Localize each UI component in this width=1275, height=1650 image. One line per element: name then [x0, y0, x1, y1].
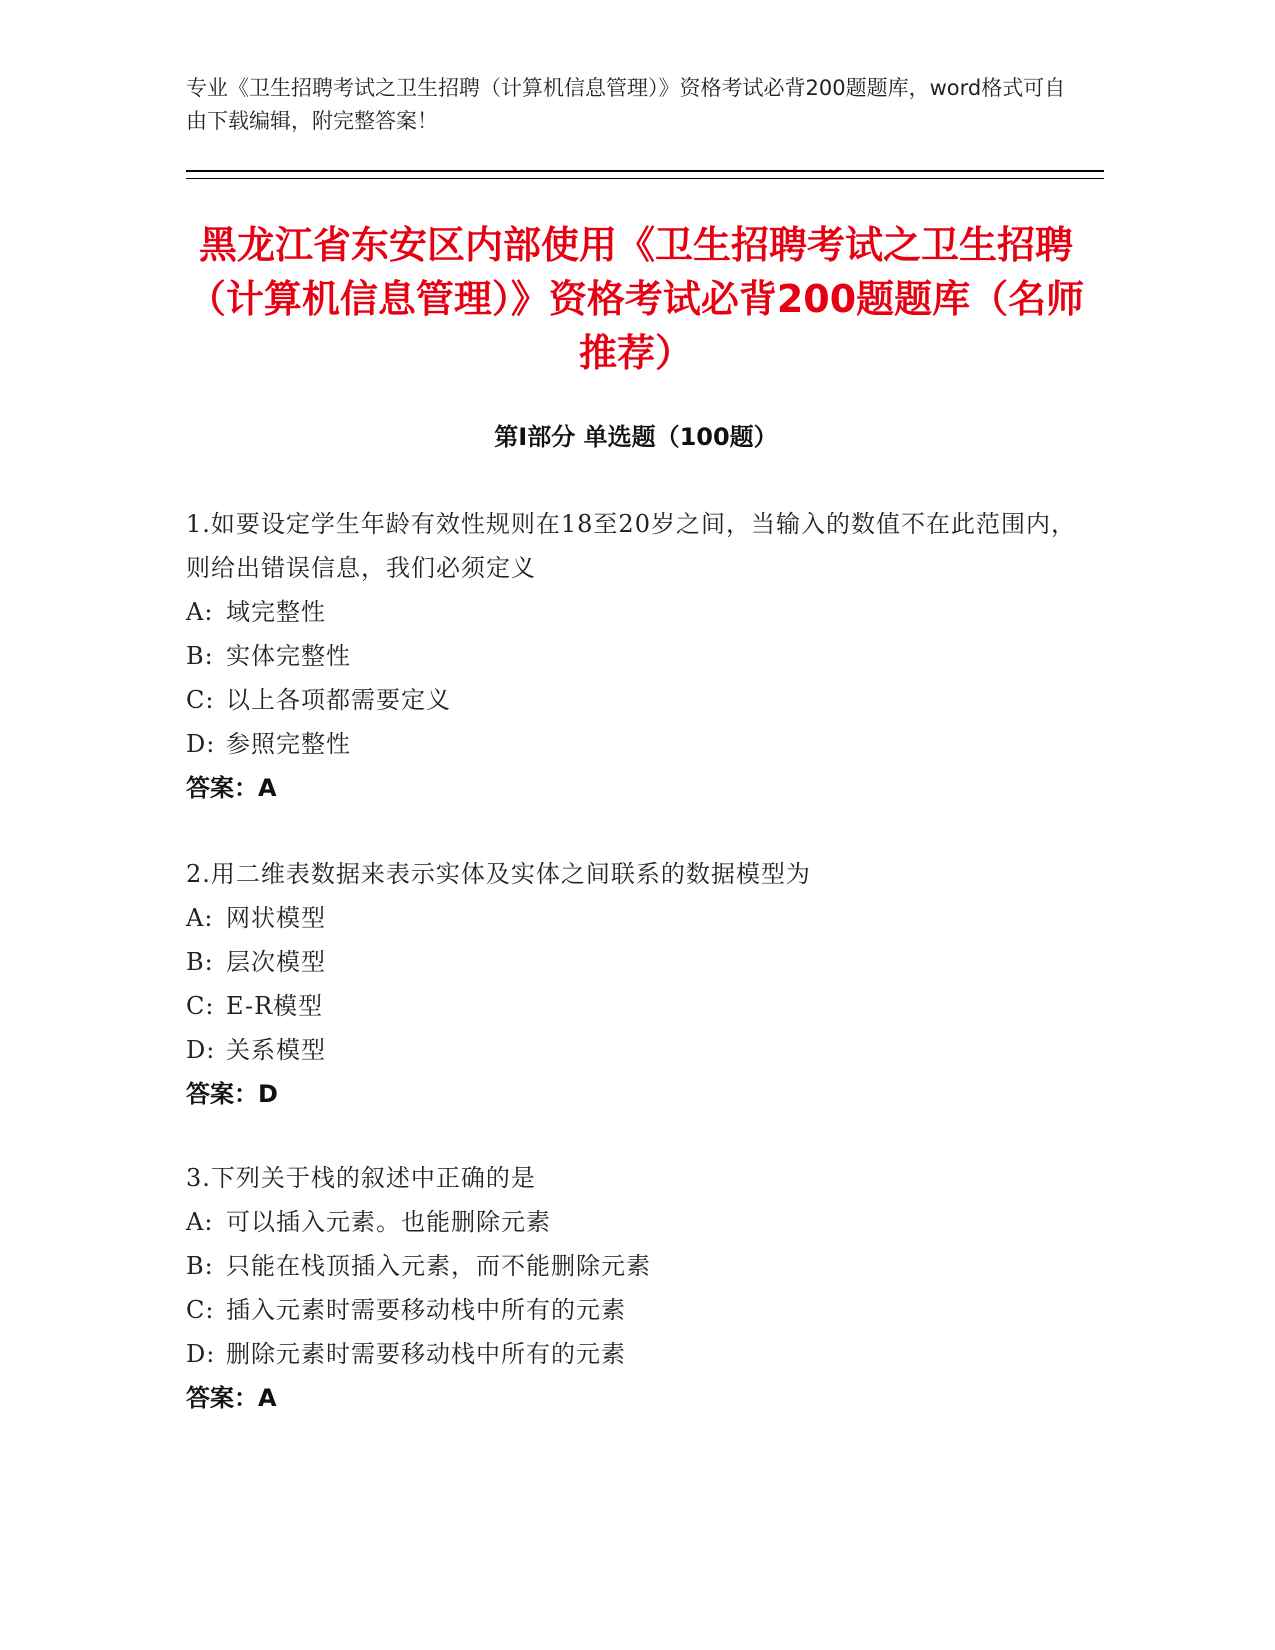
- option-a: [186, 590, 1086, 634]
- option-text: 参照完整性: [226, 730, 351, 758]
- question-stem: 2.用二维表数据来表示实体及实体之间联系的数据模型为: [186, 860, 811, 888]
- option-text: 域完整性: [226, 598, 326, 626]
- option-letter: D:: [186, 1340, 216, 1368]
- option-d: [186, 1332, 1086, 1376]
- option-text: 插入元素时需要移动栈中所有的元素: [226, 1296, 626, 1324]
- option-text: 网状模型: [226, 904, 326, 932]
- option-b: [186, 1244, 1086, 1288]
- option-a: [186, 896, 1086, 940]
- option-text: 实体完整性: [226, 642, 351, 670]
- option-c: [186, 984, 1086, 1028]
- answer: 答案：A: [186, 1384, 277, 1412]
- option-letter: D:: [186, 730, 216, 758]
- option-letter: D:: [186, 1036, 216, 1064]
- option-text: 只能在栈顶插入元素，而不能删除元素: [226, 1252, 651, 1280]
- option-a: [186, 1200, 1086, 1244]
- option-text: 删除元素时需要移动栈中所有的元素: [226, 1340, 626, 1368]
- option-letter: C:: [186, 686, 215, 714]
- answer: 答案：A: [186, 774, 277, 802]
- option-d: [186, 1028, 1086, 1072]
- section-title: 第I部分 单选题（100题）: [494, 423, 778, 451]
- option-c: [186, 678, 1086, 722]
- option-letter: B:: [186, 1252, 214, 1280]
- option-text: 关系模型: [226, 1036, 326, 1064]
- option-text: E-R模型: [226, 992, 324, 1020]
- question-1: [186, 502, 1086, 810]
- option-text: 层次模型: [226, 948, 326, 976]
- option-letter: B:: [186, 642, 214, 670]
- question-stem: 3.下列关于栈的叙述中正确的是: [186, 1164, 536, 1192]
- option-d: [186, 722, 1086, 766]
- option-letter: C:: [186, 992, 215, 1020]
- header-rule-thick: [186, 170, 1104, 172]
- option-letter: A:: [186, 598, 214, 626]
- header-note: 专业《卫生招聘考试之卫生招聘（计算机信息管理）》资格考试必背200题题库，word格式可自由下载编辑，附完整答案！: [186, 76, 1066, 133]
- option-letter: A:: [186, 904, 214, 932]
- option-b: [186, 940, 1086, 984]
- question-2: [186, 852, 1086, 1116]
- option-letter: A:: [186, 1208, 214, 1236]
- question-stem: 1.如要设定学生年龄有效性规则在18至20岁之间，当输入的数值不在此范围内，则给出错误信息，我们必须定义: [186, 510, 1076, 582]
- answer: 答案：D: [186, 1080, 278, 1108]
- document-title: 黑龙江省东安区内部使用《卫生招聘考试之卫生招聘（计算机信息管理）》资格考试必背200题题库（名师推荐）: [187, 223, 1085, 375]
- option-letter: C:: [186, 1296, 215, 1324]
- option-text: 可以插入元素。也能删除元素: [226, 1208, 551, 1236]
- option-b: [186, 634, 1086, 678]
- option-text: 以上各项都需要定义: [226, 686, 451, 714]
- header-rule-thin: [186, 178, 1104, 179]
- question-3: [186, 1156, 1086, 1420]
- option-letter: B:: [186, 948, 214, 976]
- option-c: [186, 1288, 1086, 1332]
